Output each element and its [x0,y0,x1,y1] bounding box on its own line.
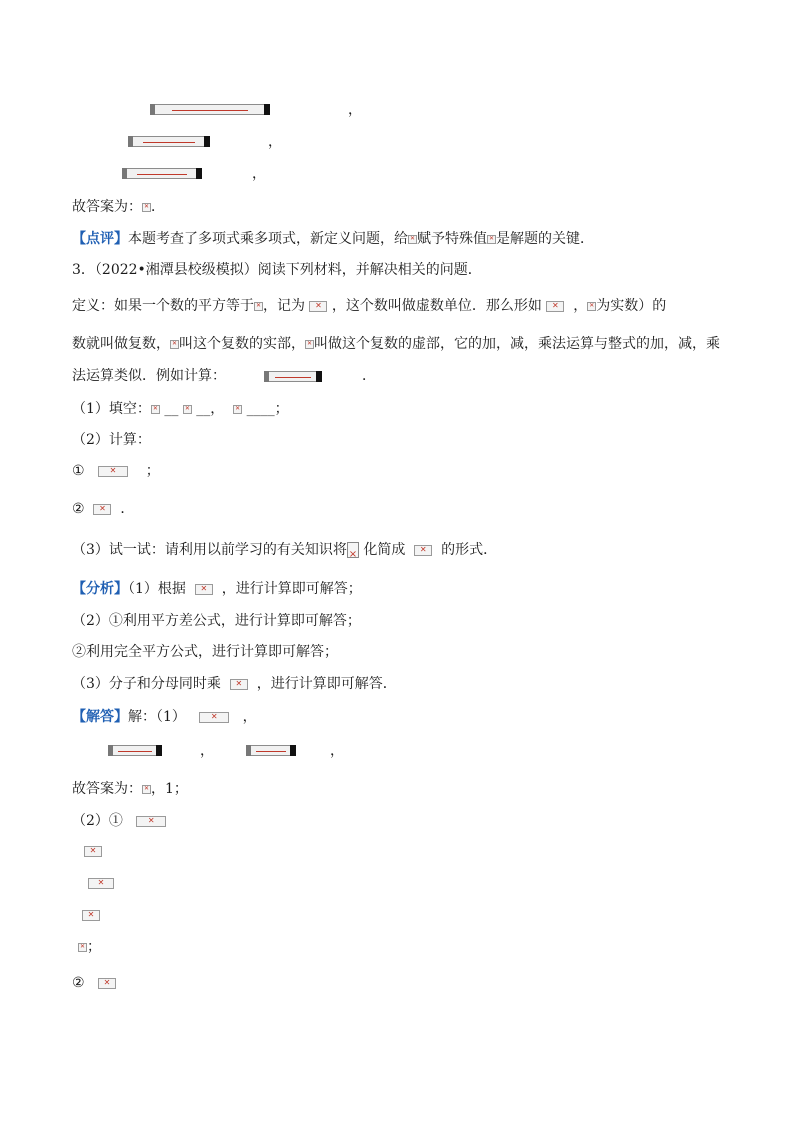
answer-line: 故答案为：✕ ． [72,196,734,218]
formula-image [230,679,248,690]
analysis-line-1: 【分析】（1）根据 ✕ ，进行计算即可解答； [72,578,734,600]
review-line: 【点评】本题考查了多项式乘多项式，新定义问题，给✕ 赋予特殊值✕ 是解题的关键． [72,228,734,250]
formula-image [408,235,417,244]
formula-image [170,340,179,349]
punctuation: ， [348,102,362,118]
definition-line-1: 定义：如果一个数的平方等于✕ ，记为 ✕ ，这个数叫做虚数单位．那么形如 ✕ ，✕ 为实数）的 [72,295,734,317]
formula-image [546,301,564,312]
question-2-part-1: ① ✕ ； [72,460,734,482]
formula-step-3 [82,906,100,924]
formula-image [305,340,314,349]
punctuation: ， [330,743,344,759]
analysis-line-2: （2）①利用平方差公式，进行计算即可解答； [72,613,361,629]
formula-image [254,302,263,311]
fraction-image [347,542,359,558]
solution-part-2-2: ② ✕ [72,972,734,994]
solution-line-1: 【解答】解：（1） ✕ ， [72,706,734,728]
formula-image [93,504,111,515]
formula-image [587,302,596,311]
formula-step-1 [84,842,102,860]
question-2-part-2: ② ✕ ． [72,498,734,520]
problem-heading: 3．（2022•湘潭县校级模拟）阅读下列材料，并解决相关的问题． [72,262,482,278]
review-tag: 【点评】 [72,231,128,247]
formula-image [88,878,114,889]
formula-image [122,168,202,179]
formula-image [98,978,116,989]
formula-image [183,405,192,414]
formula-image [199,712,229,723]
formula-image [309,301,327,312]
punctuation: ． [362,368,376,384]
formula-image [128,136,210,147]
analysis-line-4: （3）分子和分母同时乘 ✕ ，进行计算即可解答． [72,673,734,695]
formula-step-4: ✕； [78,938,101,956]
solution-tag: 【解答】 [72,709,128,725]
question-3: （3）试一试：请利用以前学习的有关知识将× 化简成 ✕ 的形式． [72,539,734,561]
analysis-line-3: ②利用完全平方公式，进行计算即可解答； [72,644,338,660]
question-2: （2）计算： [72,432,151,448]
formula-image [150,104,270,115]
formula-image [84,846,102,857]
punctuation: ， [252,166,266,182]
definition-line-3: 法运算类似．例如计算： [72,368,226,384]
formula-image [108,745,162,756]
punctuation: ， [200,743,214,759]
formula-image [82,910,100,921]
formula-image [142,785,151,794]
formula-image [233,405,242,414]
formula-image [414,545,432,556]
punctuation: ， [268,134,282,150]
formula-image [195,584,213,595]
question-1: （1）填空：✕ __ ✕ __， ✕ ____； [72,398,734,420]
formula-image [98,466,128,477]
formula-image [151,405,160,414]
solution-part-2: （2）① ✕ [72,810,734,832]
definition-line-2: 数就叫做复数，✕ 叫这个复数的实部，✕ 叫做这个复数的虚部，它的加，减，乘法运算与整式的加，减，乘 [72,333,734,355]
analysis-tag: 【分析】 [72,581,128,597]
formula-image [142,203,151,212]
formula-image [246,745,296,756]
formula-image [487,235,496,244]
formula-step-2 [88,874,114,892]
formula-image [78,943,87,952]
formula-image [136,816,166,827]
formula-image [264,371,322,382]
solution-answer: 故答案为：✕ ，1； [72,778,734,800]
